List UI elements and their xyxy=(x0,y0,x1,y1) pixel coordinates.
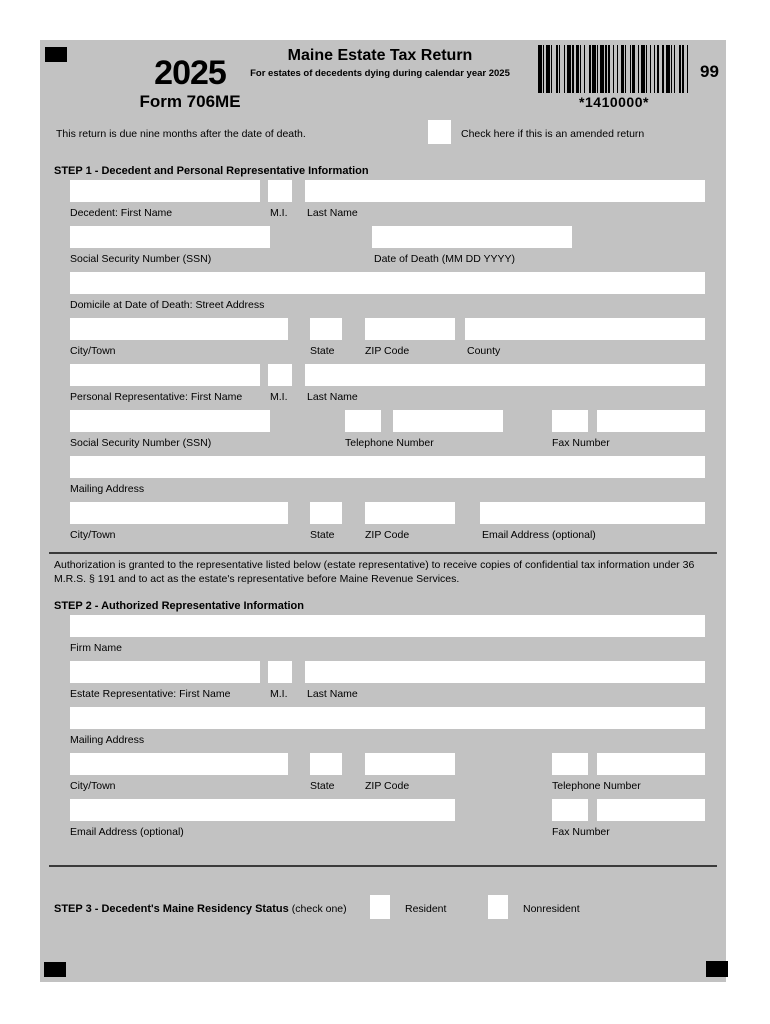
estate-rep-fax-area-input[interactable] xyxy=(552,799,588,821)
barcode-number: *1410000* xyxy=(579,94,649,110)
personal-rep-state-input[interactable] xyxy=(310,502,342,524)
estate-rep-phone-area-input[interactable] xyxy=(552,753,588,775)
personal-rep-fax-area-input[interactable] xyxy=(552,410,588,432)
decedent-first-name-label: Decedent: First Name xyxy=(70,207,173,219)
personal-rep-first-name-input[interactable] xyxy=(70,364,260,386)
personal-rep-city-input[interactable] xyxy=(70,502,288,524)
registration-mark-bottom-right xyxy=(706,961,728,977)
form-panel xyxy=(40,40,726,982)
domicile-street-label: Domicile at Date of Death: Street Address xyxy=(70,299,265,311)
personal-rep-mailing-address-input[interactable] xyxy=(70,456,705,478)
estate-rep-first-name-label: Estate Representative: First Name xyxy=(70,688,231,700)
step3-heading xyxy=(54,903,347,915)
estate-rep-phone-input[interactable] xyxy=(597,753,705,775)
estate-rep-phone-label: Telephone Number xyxy=(552,780,641,792)
date-of-death-label: Date of Death (MM DD YYYY) xyxy=(374,253,516,265)
due-date-note: This return is due nine months after the date of death. xyxy=(56,128,306,140)
page-subtitle: For estates of decedents dying during calendar year 2025 xyxy=(250,68,510,79)
estate-rep-last-name-input[interactable] xyxy=(305,661,705,683)
decedent-ssn-label: Social Security Number (SSN) xyxy=(70,253,212,265)
estate-rep-city-input[interactable] xyxy=(70,753,288,775)
form-number: Form 706ME xyxy=(139,92,241,111)
domicile-county-input[interactable] xyxy=(465,318,705,340)
tax-year: 2025 xyxy=(154,54,226,92)
domicile-city-label: City/Town xyxy=(70,345,116,357)
personal-rep-ssn-input[interactable] xyxy=(70,410,270,432)
estate-rep-zip-input[interactable] xyxy=(365,753,455,775)
divider-step3 xyxy=(49,865,717,867)
step3-heading-text: STEP 3 - Decedent's Maine Residency Status xyxy=(54,903,289,915)
personal-rep-zip-label: ZIP Code xyxy=(365,529,410,541)
personal-rep-mailing-address-label: Mailing Address xyxy=(70,483,145,495)
barcode-image xyxy=(538,45,690,93)
personal-rep-first-name-label: Personal Representative: First Name xyxy=(70,391,243,403)
decedent-mi-input[interactable] xyxy=(268,180,292,202)
personal-rep-mi-input[interactable] xyxy=(268,364,292,386)
registration-mark-top-left xyxy=(45,47,67,62)
personal-rep-last-name-input[interactable] xyxy=(305,364,705,386)
step2-heading: STEP 2 - Authorized Representative Information xyxy=(54,600,304,612)
estate-rep-email-label: Email Address (optional) xyxy=(70,826,184,838)
domicile-city-input[interactable] xyxy=(70,318,288,340)
domicile-state-label: State xyxy=(310,345,335,357)
firm-name-input[interactable] xyxy=(70,615,705,637)
domicile-state-input[interactable] xyxy=(310,318,342,340)
personal-rep-city-label: City/Town xyxy=(70,529,116,541)
authorization-text: Authorization is granted to the representative listed below (estate representative) to receive copies of confidential tax information under 36 M.R.S. § 191 and to act as the estate's representative before Maine Revenue Services. xyxy=(54,559,695,585)
estate-rep-email-input[interactable] xyxy=(70,799,455,821)
estate-rep-state-label: State xyxy=(310,780,335,792)
personal-rep-phone-input[interactable] xyxy=(393,410,503,432)
personal-rep-ssn-label: Social Security Number (SSN) xyxy=(70,437,212,449)
residency-resident-label: Resident xyxy=(405,903,447,915)
decedent-last-name-label: Last Name xyxy=(307,207,358,219)
decedent-mi-label: M.I. xyxy=(270,207,288,219)
date-of-death-input[interactable] xyxy=(372,226,572,248)
personal-rep-fax-input[interactable] xyxy=(597,410,705,432)
estate-rep-state-input[interactable] xyxy=(310,753,342,775)
personal-rep-phone-area-input[interactable] xyxy=(345,410,381,432)
amended-return-label: Check here if this is an amended return xyxy=(461,128,645,140)
decedent-last-name-input[interactable] xyxy=(305,180,705,202)
estate-rep-first-name-input[interactable] xyxy=(70,661,260,683)
estate-rep-city-label: City/Town xyxy=(70,780,116,792)
personal-rep-email-label: Email Address (optional) xyxy=(482,529,596,541)
estate-rep-mailing-address-label: Mailing Address xyxy=(70,734,145,746)
residency-resident-checkbox[interactable] xyxy=(370,895,390,919)
residency-nonresident-checkbox[interactable] xyxy=(488,895,508,919)
divider-authorization xyxy=(49,552,717,554)
personal-rep-email-input[interactable] xyxy=(480,502,705,524)
estate-rep-zip-label: ZIP Code xyxy=(365,780,410,792)
personal-rep-fax-label: Fax Number xyxy=(552,437,610,449)
personal-rep-last-name-label: Last Name xyxy=(307,391,358,403)
estate-rep-mi-label: M.I. xyxy=(270,688,288,700)
page-marker: 99 xyxy=(700,62,719,81)
estate-rep-mi-input[interactable] xyxy=(268,661,292,683)
domicile-zip-input[interactable] xyxy=(365,318,455,340)
personal-rep-mi-label: M.I. xyxy=(270,391,288,403)
personal-rep-zip-input[interactable] xyxy=(365,502,455,524)
estate-rep-last-name-label: Last Name xyxy=(307,688,358,700)
firm-name-label: Firm Name xyxy=(70,642,122,654)
personal-rep-state-label: State xyxy=(310,529,335,541)
decedent-ssn-input[interactable] xyxy=(70,226,270,248)
estate-rep-fax-input[interactable] xyxy=(597,799,705,821)
residency-nonresident-label: Nonresident xyxy=(523,903,580,915)
personal-rep-phone-label: Telephone Number xyxy=(345,437,434,449)
estate-rep-fax-label: Fax Number xyxy=(552,826,610,838)
estate-rep-mailing-address-input[interactable] xyxy=(70,707,705,729)
domicile-zip-label: ZIP Code xyxy=(365,345,410,357)
decedent-first-name-input[interactable] xyxy=(70,180,260,202)
domicile-street-input[interactable] xyxy=(70,272,705,294)
domicile-county-label: County xyxy=(467,345,501,357)
amended-return-checkbox[interactable] xyxy=(428,120,451,144)
registration-mark-bottom-left xyxy=(44,962,66,977)
step1-heading: STEP 1 - Decedent and Personal Representative Information xyxy=(54,165,369,177)
step3-heading-note: (check one) xyxy=(291,903,347,915)
page-title: Maine Estate Tax Return xyxy=(287,47,473,64)
